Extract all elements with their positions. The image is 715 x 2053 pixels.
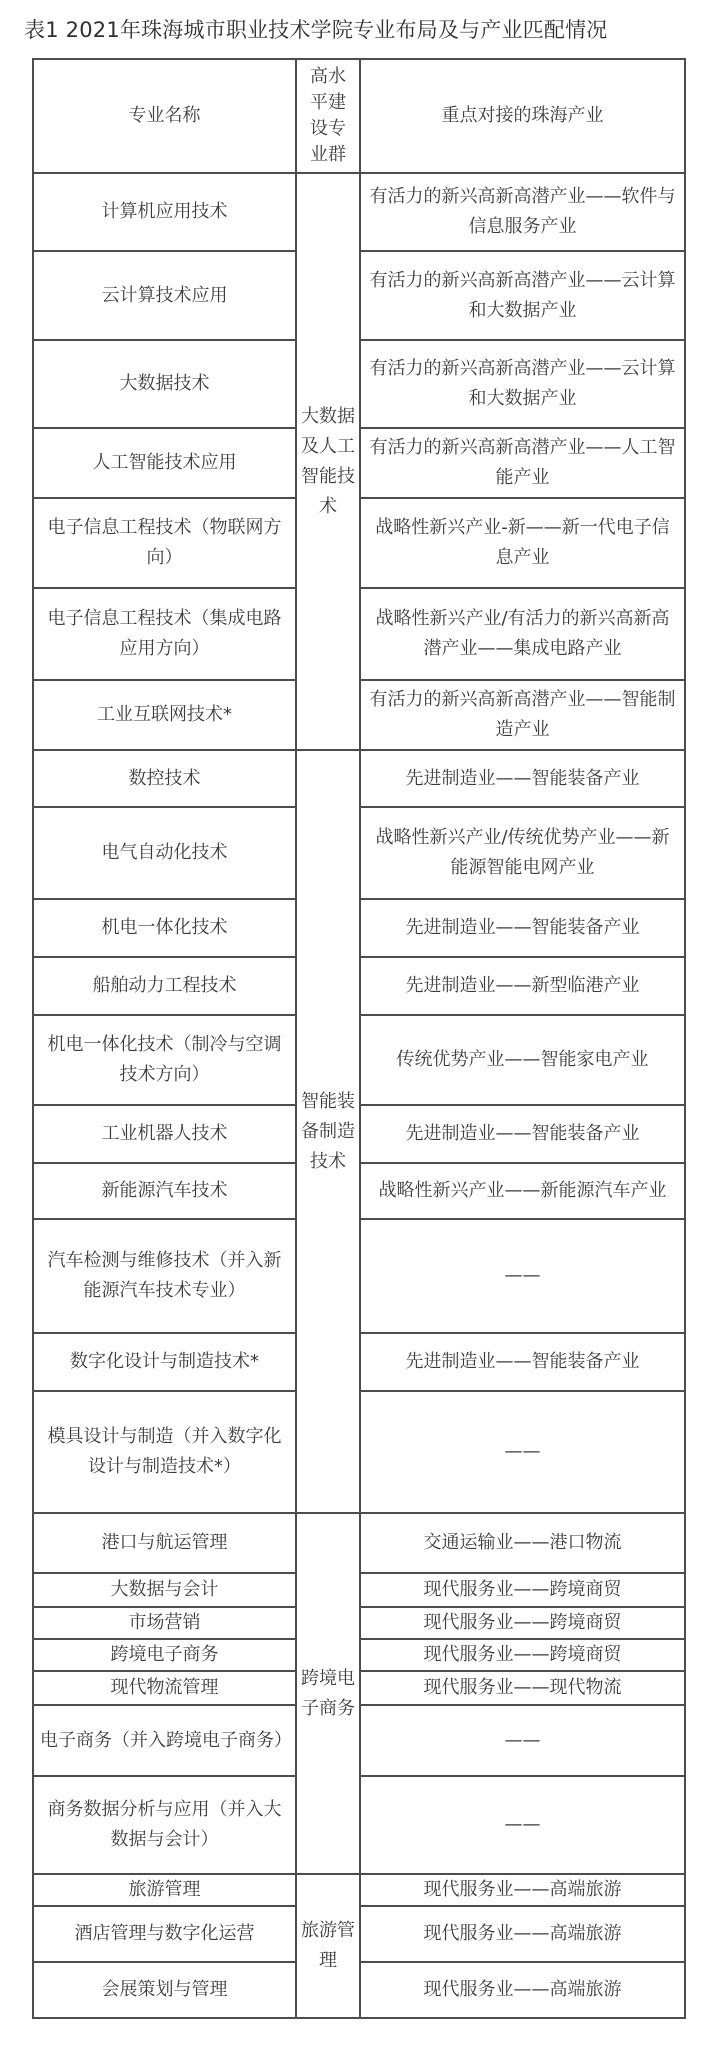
major-cell: 机电一体化技术 bbox=[33, 899, 296, 957]
header-industry: 重点对接的珠海产业 bbox=[360, 59, 685, 173]
major-cell: 电气自动化技术 bbox=[33, 807, 296, 899]
industry-cell: 交通运输业——港口物流 bbox=[360, 1513, 685, 1573]
major-cell: 数控技术 bbox=[33, 750, 296, 807]
group-cell: 跨境电子商务 bbox=[296, 1513, 360, 1874]
industry-cell: 先进制造业——智能装备产业 bbox=[360, 899, 685, 957]
industry-cell: —— bbox=[360, 1776, 685, 1874]
industry-cell: 有活力的新兴高新高潜产业——云计算和大数据产业 bbox=[360, 340, 685, 428]
industry-cell: 现代服务业——高端旅游 bbox=[360, 1906, 685, 1962]
major-cell: 模具设计与制造（并入数字化设计与制造技术*） bbox=[33, 1391, 296, 1513]
major-cell: 云计算技术应用 bbox=[33, 251, 296, 340]
major-cell: 商务数据分析与应用（并入大数据与会计） bbox=[33, 1776, 296, 1874]
major-cell: 电子信息工程技术（集成电路应用方向） bbox=[33, 588, 296, 680]
industry-cell: 先进制造业——智能装备产业 bbox=[360, 1333, 685, 1391]
industry-cell: 现代服务业——高端旅游 bbox=[360, 1874, 685, 1906]
industry-cell: 战略性新兴产业——新能源汽车产业 bbox=[360, 1163, 685, 1219]
industry-cell: 现代服务业——跨境商贸 bbox=[360, 1607, 685, 1639]
table-row bbox=[33, 1874, 685, 1906]
industry-cell: 先进制造业——新型临港产业 bbox=[360, 957, 685, 1015]
major-cell: 工业机器人技术 bbox=[33, 1105, 296, 1163]
header-group: 高水平建设专业群 bbox=[296, 59, 360, 173]
industry-cell: 有活力的新兴高新高潜产业——智能制造产业 bbox=[360, 680, 685, 750]
header-major: 专业名称 bbox=[33, 59, 296, 173]
major-cell: 人工智能技术应用 bbox=[33, 428, 296, 498]
table-header-row bbox=[33, 59, 685, 173]
major-cell: 工业互联网技术* bbox=[33, 680, 296, 750]
industry-cell: 有活力的新兴高新高潜产业——云计算和大数据产业 bbox=[360, 251, 685, 340]
group-cell: 旅游管理 bbox=[296, 1874, 360, 2018]
major-cell: 汽车检测与维修技术（并入新能源汽车技术专业） bbox=[33, 1219, 296, 1333]
industry-cell: 现代服务业——高端旅游 bbox=[360, 1962, 685, 2018]
major-cell: 跨境电子商务 bbox=[33, 1639, 296, 1671]
industry-cell: 战略性新兴产业/有活力的新兴高新高潜产业——集成电路产业 bbox=[360, 588, 685, 680]
major-cell: 数字化设计与制造技术* bbox=[33, 1333, 296, 1391]
industry-cell: 先进制造业——智能装备产业 bbox=[360, 1105, 685, 1163]
table-row bbox=[33, 1513, 685, 1573]
table-row bbox=[33, 173, 685, 251]
industry-cell: 战略性新兴产业-新——新一代电子信息产业 bbox=[360, 498, 685, 588]
major-cell: 机电一体化技术（制冷与空调技术方向） bbox=[33, 1015, 296, 1105]
industry-cell: 先进制造业——智能装备产业 bbox=[360, 750, 685, 807]
industry-cell: 战略性新兴产业/传统优势产业——新能源智能电网产业 bbox=[360, 807, 685, 899]
major-cell: 大数据与会计 bbox=[33, 1573, 296, 1607]
industry-cell: 现代服务业——跨境商贸 bbox=[360, 1573, 685, 1607]
major-cell: 港口与航运管理 bbox=[33, 1513, 296, 1573]
industry-cell: 有活力的新兴高新高潜产业——软件与信息服务产业 bbox=[360, 173, 685, 251]
major-cell: 电子信息工程技术（物联网方向） bbox=[33, 498, 296, 588]
major-cell: 电子商务（并入跨境电子商务） bbox=[33, 1705, 296, 1776]
major-cell: 新能源汽车技术 bbox=[33, 1163, 296, 1219]
major-cell: 大数据技术 bbox=[33, 340, 296, 428]
major-cell: 酒店管理与数字化运营 bbox=[33, 1906, 296, 1962]
industry-cell: —— bbox=[360, 1391, 685, 1513]
major-cell: 现代物流管理 bbox=[33, 1671, 296, 1705]
group-cell: 大数据及人工智能技术 bbox=[296, 173, 360, 750]
major-cell: 市场营销 bbox=[33, 1607, 296, 1639]
industry-cell: —— bbox=[360, 1705, 685, 1776]
industry-cell: 传统优势产业——智能家电产业 bbox=[360, 1015, 685, 1105]
group-cell: 智能装备制造技术 bbox=[296, 750, 360, 1513]
major-cell: 旅游管理 bbox=[33, 1874, 296, 1906]
major-industry-table bbox=[32, 58, 686, 2019]
table-caption: 表1 2021年珠海城市职业技术学院专业布局及与产业匹配情况 bbox=[24, 18, 608, 42]
industry-cell: —— bbox=[360, 1219, 685, 1333]
industry-cell: 现代服务业——现代物流 bbox=[360, 1671, 685, 1705]
industry-cell: 现代服务业——跨境商贸 bbox=[360, 1639, 685, 1671]
major-cell: 会展策划与管理 bbox=[33, 1962, 296, 2018]
major-cell: 船舶动力工程技术 bbox=[33, 957, 296, 1015]
table-row bbox=[33, 750, 685, 807]
major-cell: 计算机应用技术 bbox=[33, 173, 296, 251]
industry-cell: 有活力的新兴高新高潜产业——人工智能产业 bbox=[360, 428, 685, 498]
